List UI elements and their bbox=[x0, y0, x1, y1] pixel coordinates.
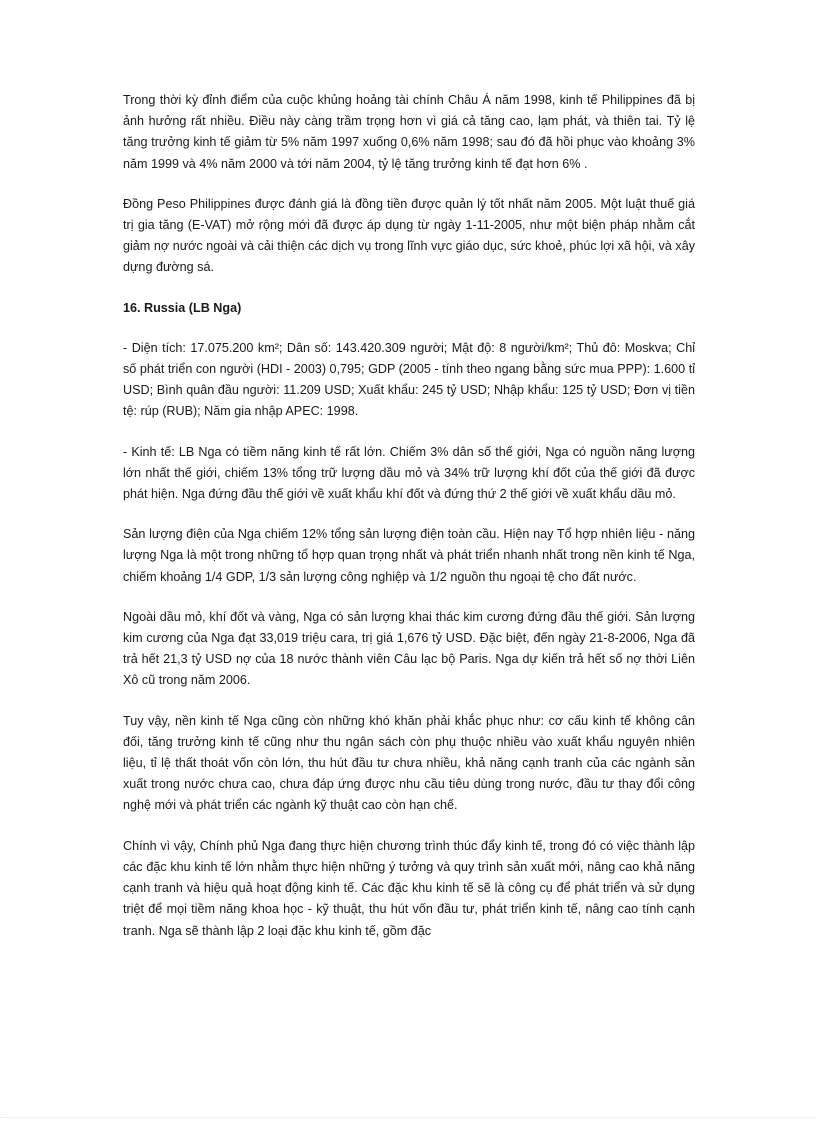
paragraph-russia-diamonds: Ngoài dầu mỏ, khí đốt và vàng, Nga có sản lượng khai thác kim cương đứng đầu thế giới. Sản lượng kim cương của Nga đạt 33,019 triệu cara, trị giá 1,676 tỷ USD. Đặc biệt, đến ngày 21-8-2006, Nga đã trả hết 21,3 tỷ USD nợ của 18 nước thành viên Câu lạc bộ Paris. Nga dự kiến trả hết số nợ thời Liên Xô cũ trong năm 2006. bbox=[123, 609, 695, 688]
page-bottom-divider bbox=[0, 1117, 816, 1118]
document-page bbox=[123, 90, 695, 961]
paragraph-russia-electricity: Sản lượng điện của Nga chiếm 12% tổng sản lượng điện toàn cầu. Hiện nay Tổ hợp nhiên liệu - năng lượng Nga là một trong những tổ hợp quan trọng nhất và phát triển nhanh nhất trong nền kinh tế Nga, chiếm khoảng 1/4 GDP, 1/3 sản lượng công nghiệp và 1/2 nguồn thu ngoại tệ cho đất nước. bbox=[123, 527, 695, 584]
paragraph-russia-economic-zones: Chính vì vậy, Chính phủ Nga đang thực hiện chương trình thúc đẩy kinh tế, trong đó có việc thành lập các đặc khu kinh tế lớn nhằm thực hiện những ý tưởng và quy trình sản xuất mới, nâng cao khả năng cạnh tranh và hiệu quả hoạt động kinh tế. Các đặc khu kinh tế sẽ là công cụ để phát triển và sử dụng triệt để mọi tiềm năng khoa học - kỹ thuật, thu hút vốn đầu tư, phát triển kinh tế, nâng cao tính cạnh tranh. Nga sẽ thành lập 2 loại đặc khu kinh tế, gồm đặc bbox=[123, 838, 695, 938]
paragraph-philippines-crisis: Trong thời kỳ đỉnh điểm của cuộc khủng hoảng tài chính Châu Á năm 1998, kinh tế Philippines đã bị ảnh hưởng rất nhiều. Điều này càng trầm trọng hơn vì giá cả tăng cao, lạm phát, và thiên tai. Tỷ lệ tăng trưởng kinh tế giảm từ 5% năm 1997 xuống 0,6% năm 1998; sau đó đã hồi phục vào khoảng 3% năm 1999 và 4% năm 2000 và tới năm 2004, tỷ lệ tăng trưởng kinh tế đạt hơn 6% . bbox=[123, 93, 695, 171]
paragraph-russia-difficulties: Tuy vậy, nền kinh tế Nga cũng còn những khó khăn phải khắc phục như: cơ cấu kinh tế không cân đối, tăng trưởng kinh tế cũng như thu ngân sách còn phụ thuộc nhiều vào xuất khẩu nguyên nhiên liệu, tỉ lệ thất thoát vốn còn lớn, thu hút đầu tư chưa nhiều, khả năng cạnh tranh của các ngành sản xuất trong nước chưa cao, chưa đáp ứng được nhu cầu tiêu dùng trong nước, đầu tư thay đổi công nghệ mới và phát triển các ngành kỹ thuật cao còn hạn chế. bbox=[123, 713, 695, 813]
section-heading-russia: 16. Russia (LB Nga) bbox=[123, 300, 242, 315]
paragraph-russia-facts: - Diện tích: 17.075.200 km²; Dân số: 143.420.309 người; Mật độ: 8 người/km²; Thủ đô: Moskva; Chỉ số phát triển con người (HDI - 2003) 0,795; GDP (2005 - tính theo ngang bằng sức mua PPP): 1.600 tỉ USD; Bình quân đầu người: 11.209 USD; Xuất khẩu: 245 tỷ USD; Nhập khẩu: 125 tỷ USD; Đơn vị tiền tệ: rúp (RUB); Năm gia nhập APEC: 1998. bbox=[123, 340, 695, 419]
paragraph-russia-economy: - Kinh tế: LB Nga có tiềm năng kinh tế rất lớn. Chiếm 3% dân số thế giới, Nga có nguồn năng lượng lớn nhất thế giới, chiếm 13% tổng trữ lượng dầu mỏ và 34% trữ lượng khí đốt của thế giới đã được phát hiện. Nga đứng đầu thế giới về xuất khẩu khí đốt và đứng thứ 2 thế giới về xuất khẩu dầu mỏ. bbox=[123, 444, 695, 502]
paragraph-philippines-peso: Đồng Peso Philippines được đánh giá là đồng tiền được quản lý tốt nhất năm 2005. Một luật thuế giá trị gia tăng (E-VAT) mở rộng mới đã được áp dụng từ ngày 1-11-2005, như một biện pháp nhằm cắt giảm nợ nước ngoài và cải thiện các dịch vụ trong lĩnh vực giáo dục, sức khoẻ, phúc lợi xã hội, và xây dựng đường sá. bbox=[123, 196, 695, 275]
